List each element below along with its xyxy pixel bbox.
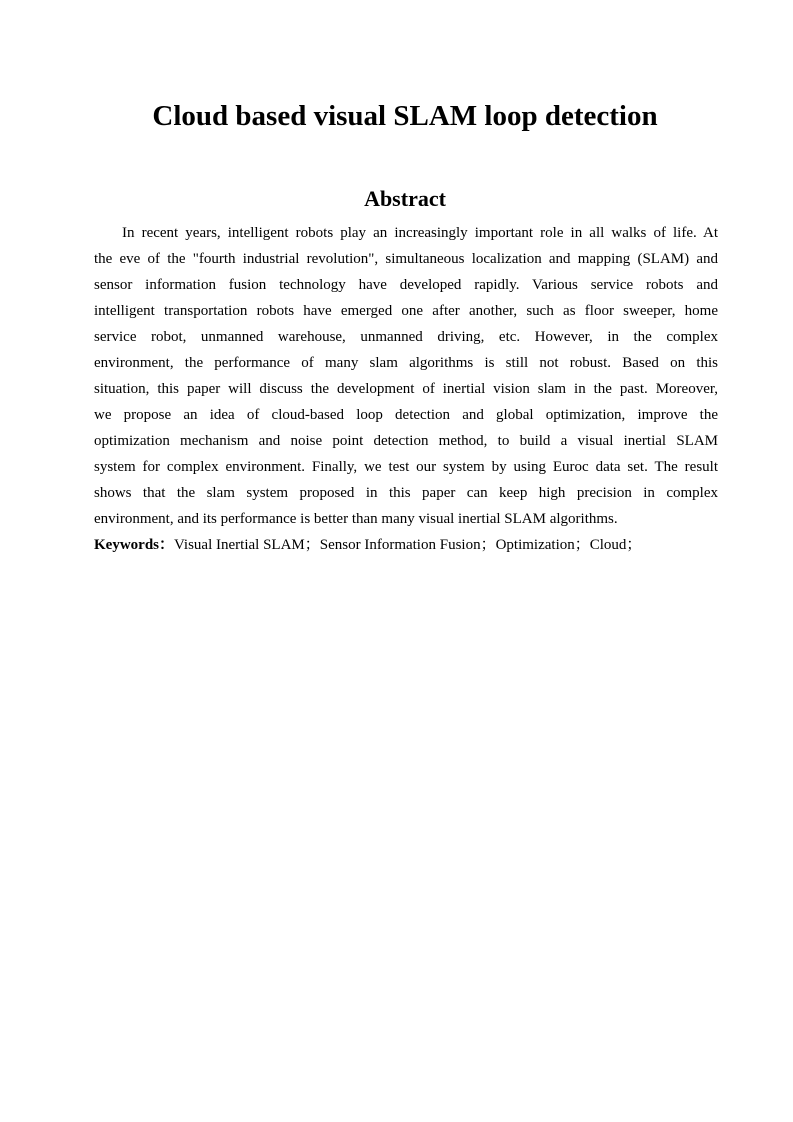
- abstract-line: situation, this paper will discuss the development of inertial vision slam in the past. Moreover,: [94, 381, 718, 397]
- abstract-line: environment, the performance of many slam algorithms is still not robust. Based on this: [94, 355, 718, 371]
- abstract-heading: Abstract: [364, 186, 446, 211]
- keyword-item: Visual Inertial SLAM；: [174, 537, 320, 553]
- abstract-line: we propose an idea of cloud-based loop detection and global optimization, improve the: [94, 407, 718, 423]
- abstract-body: [94, 220, 718, 532]
- paper-title: Cloud based visual SLAM loop detection: [152, 100, 658, 132]
- abstract-line: In recent years, intelligent robots play an increasingly important role in all walks of life. At: [122, 225, 718, 241]
- keywords-label: Keywords：: [94, 537, 174, 553]
- keyword-item: Optimization；: [495, 537, 590, 553]
- abstract-line: shows that the slam system proposed in this paper can keep high precision in complex: [94, 485, 718, 501]
- abstract-line: service robot, unmanned warehouse, unmanned driving, etc. However, in the complex: [94, 329, 718, 345]
- abstract-line: system for complex environment. Finally, we test our system by using Euroc data set. The result: [94, 459, 718, 475]
- abstract-line: intelligent transportation robots have emerged one after another, such as floor sweeper, home: [94, 303, 718, 319]
- keyword-item: Cloud；: [589, 537, 642, 553]
- abstract-line: sensor information fusion technology have developed rapidly. Various service robots and: [94, 277, 718, 293]
- abstract-line: optimization mechanism and noise point detection method, to build a visual inertial SLAM: [94, 433, 718, 449]
- abstract-line: the eve of the "fourth industrial revolution", simultaneous localization and mapping (SLAM) and: [94, 251, 718, 267]
- keyword-item: Sensor Information Fusion；: [319, 537, 496, 553]
- keywords-line: [94, 532, 718, 558]
- abstract-line: environment, and its performance is better than many visual inertial SLAM algorithms.: [94, 511, 618, 527]
